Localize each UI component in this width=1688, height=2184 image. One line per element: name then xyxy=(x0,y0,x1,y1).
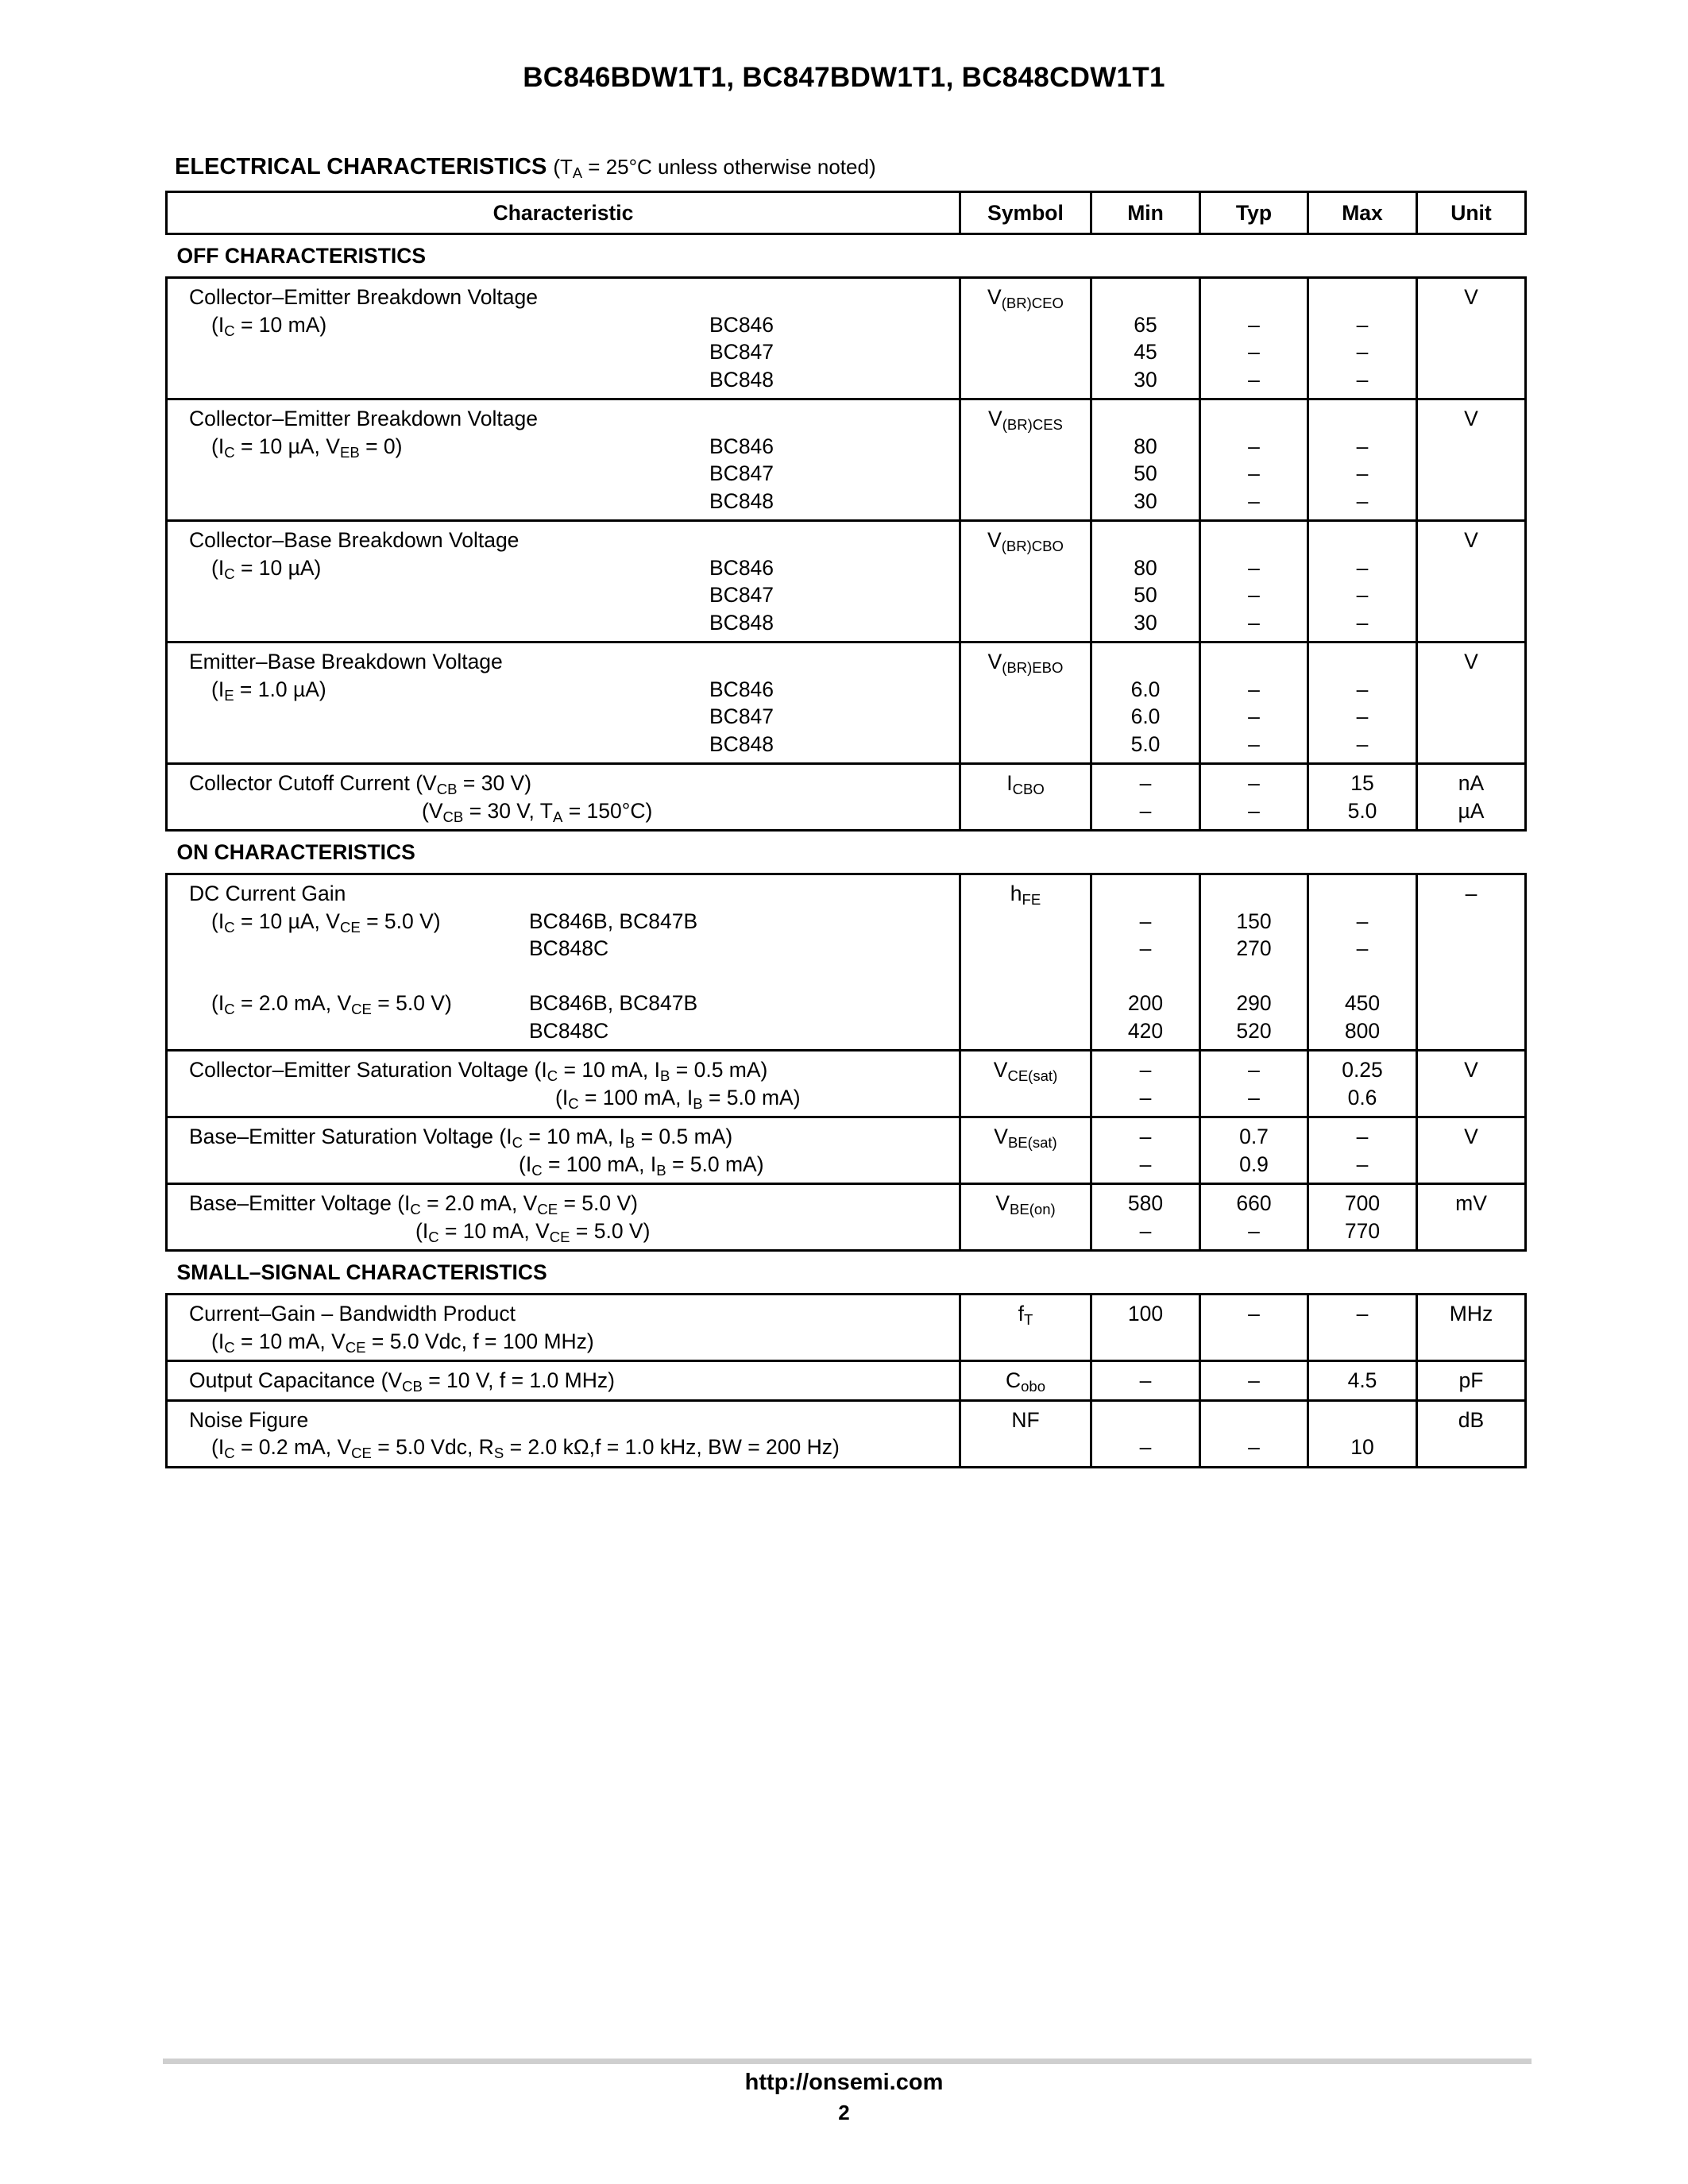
group-label: OFF CHARACTERISTICS xyxy=(176,243,427,268)
max-value: – xyxy=(1356,936,1369,960)
test-condition: ($I_C = 10$ µA, $V_{EB} = 0$) xyxy=(211,434,403,461)
characteristic-cell xyxy=(167,874,960,1051)
test-condition: ($I_C = 100$ mA, $I_B = 5.0$ mA) xyxy=(519,1152,764,1179)
characteristic-cell xyxy=(167,1184,960,1251)
max-value: 770 xyxy=(1344,1218,1381,1243)
characteristic-cell xyxy=(167,521,960,642)
table-row xyxy=(167,1117,1526,1184)
min-value: – xyxy=(1139,798,1152,823)
max-cell xyxy=(1308,874,1417,1051)
max-value: – xyxy=(1356,677,1369,701)
section-condition: ($T_A = 25^\circ C$ unless otherwise noted) xyxy=(553,155,876,182)
typ-value: – xyxy=(1248,434,1260,458)
unit-value: V xyxy=(1464,1125,1478,1148)
device-name: BC846B, BC847B xyxy=(529,991,698,1015)
max-value: – xyxy=(1356,312,1369,337)
characteristic-cell xyxy=(167,642,960,764)
typ-value: 660 xyxy=(1236,1191,1272,1215)
characteristic-name: Base–Emitter Saturation Voltage ($I_C = 10$ mA, $I_B = 0.5$ mA) xyxy=(189,1125,733,1152)
unit-value: V xyxy=(1464,407,1478,430)
characteristic-cell xyxy=(167,1400,960,1467)
device-name: BC848C xyxy=(529,936,609,960)
symbol: $V_{(BR)CEO}$ xyxy=(987,285,1064,312)
page-number: 2 xyxy=(838,2101,850,2124)
min-value: – xyxy=(1139,1125,1152,1148)
min-value: 6.0 xyxy=(1130,677,1161,701)
typ-cell xyxy=(1200,1184,1308,1251)
unit-value: – xyxy=(1465,882,1477,905)
unit-cell xyxy=(1417,278,1526,399)
characteristic-cell xyxy=(167,1051,960,1117)
typ-value: 270 xyxy=(1236,936,1272,960)
symbol-cell xyxy=(960,1051,1091,1117)
characteristic-cell xyxy=(167,1117,960,1184)
max-value: 0.25 xyxy=(1342,1058,1383,1082)
device-name: BC847 xyxy=(709,340,774,364)
unit-value: MHz xyxy=(1449,1302,1493,1325)
device-name: BC847 xyxy=(709,583,774,607)
typ-value: – xyxy=(1248,704,1260,728)
group-label: ON CHARACTERISTICS xyxy=(176,839,415,864)
typ-value: – xyxy=(1248,461,1260,485)
table-row xyxy=(167,521,1526,642)
typ-cell xyxy=(1200,1117,1308,1184)
characteristic-name: Base–Emitter Voltage ($I_C = 2.0$ mA, $V_{CE} = 5.0$ V) xyxy=(189,1191,639,1218)
symbol-cell xyxy=(960,1295,1091,1361)
device-name: BC847 xyxy=(709,461,774,485)
min-value: 100 xyxy=(1127,1302,1164,1325)
device-line xyxy=(189,609,959,637)
device-name: BC848 xyxy=(709,488,774,513)
symbol-cell xyxy=(960,278,1091,399)
unit-value: V xyxy=(1464,285,1478,309)
test-condition: ($I_C = 0.2$ mA, $V_{CE} = 5.0$ Vdc, $R_S = 2.0$ kΩ,f = 1.0 kHz, BW = 200 Hz) xyxy=(211,1435,840,1462)
min-cell xyxy=(1091,399,1200,521)
table-row xyxy=(167,278,1526,399)
symbol: $h_{FE}$ xyxy=(1010,882,1041,909)
min-value: 80 xyxy=(1134,555,1157,580)
min-value: 50 xyxy=(1134,461,1157,485)
max-value: – xyxy=(1356,367,1369,392)
max-value: 700 xyxy=(1344,1191,1381,1215)
device-name: BC848 xyxy=(709,731,774,756)
test-condition: ($I_C = 2.0$ mA, $V_{CE} = 5.0$ V) xyxy=(211,991,452,1018)
min-value: – xyxy=(1139,1085,1152,1109)
unit-cell xyxy=(1417,1184,1526,1251)
device-line xyxy=(189,908,959,936)
min-value: 200 xyxy=(1127,991,1164,1015)
max-value: – xyxy=(1356,461,1369,485)
device-name: BC846 xyxy=(709,434,774,458)
min-cell xyxy=(1091,1117,1200,1184)
min-value: – xyxy=(1139,1435,1152,1459)
typ-cell xyxy=(1200,1361,1308,1401)
unit-cell xyxy=(1417,874,1526,1051)
characteristic-cell xyxy=(167,1361,960,1401)
group-label: SMALL–SIGNAL CHARACTERISTICS xyxy=(176,1260,547,1284)
characteristic-name: DC Current Gain xyxy=(189,882,346,905)
min-value: 50 xyxy=(1134,583,1157,607)
symbol-cell xyxy=(960,874,1091,1051)
min-cell xyxy=(1091,1295,1200,1361)
typ-cell xyxy=(1200,278,1308,399)
max-value: – xyxy=(1356,1302,1369,1325)
max-value: 4.5 xyxy=(1347,1368,1377,1392)
unit-cell xyxy=(1417,642,1526,764)
group-row-off xyxy=(167,234,1526,278)
characteristic-name: Collector–Emitter Breakdown Voltage xyxy=(189,285,538,309)
typ-cell xyxy=(1200,1400,1308,1467)
unit-cell xyxy=(1417,399,1526,521)
min-value: – xyxy=(1139,936,1152,960)
test-condition: ($V_{CB} = 30$ V, $T_A = 150^\circ C$) xyxy=(422,798,653,825)
device-line xyxy=(189,703,959,731)
typ-value: 0.7 xyxy=(1239,1125,1269,1148)
typ-value: – xyxy=(1248,677,1260,701)
min-cell xyxy=(1091,521,1200,642)
typ-value: – xyxy=(1248,367,1260,392)
symbol: $I_{CBO}$ xyxy=(1006,771,1045,798)
unit-cell xyxy=(1417,1117,1526,1184)
device-line xyxy=(189,731,959,758)
max-cell xyxy=(1308,1295,1417,1361)
min-value: – xyxy=(1139,771,1152,795)
typ-value: 0.9 xyxy=(1239,1152,1269,1176)
section-title xyxy=(175,154,876,180)
max-value: – xyxy=(1356,610,1369,635)
symbol-cell xyxy=(960,1117,1091,1184)
min-value: 5.0 xyxy=(1130,731,1161,756)
table-header-row xyxy=(167,192,1526,234)
header-min: Min xyxy=(1091,192,1200,234)
max-cell xyxy=(1308,1400,1417,1467)
characteristic-cell xyxy=(167,764,960,831)
min-cell xyxy=(1091,764,1200,831)
typ-value: – xyxy=(1248,1058,1260,1082)
min-value: – xyxy=(1139,1058,1152,1082)
table-row xyxy=(167,642,1526,764)
characteristic-name: Collector–Emitter Saturation Voltage ($I_C = 10$ mA, $I_B = 0.5$ mA) xyxy=(189,1058,768,1085)
min-value: 30 xyxy=(1134,367,1157,392)
characteristic-cell xyxy=(167,1295,960,1361)
unit-cell xyxy=(1417,1361,1526,1401)
characteristic-name: Collector Cutoff Current ($V_{CB} = 30$ V) xyxy=(189,771,532,798)
header-unit: Unit xyxy=(1417,192,1526,234)
typ-value: 520 xyxy=(1236,1018,1272,1043)
symbol: $V_{CE(sat)}$ xyxy=(993,1058,1058,1085)
table-row xyxy=(167,874,1526,1051)
characteristic-name: Collector–Emitter Breakdown Voltage xyxy=(189,407,538,430)
min-value: – xyxy=(1139,909,1152,933)
typ-value: – xyxy=(1248,1085,1260,1109)
symbol-cell xyxy=(960,764,1091,831)
max-cell xyxy=(1308,521,1417,642)
symbol-cell xyxy=(960,642,1091,764)
device-line xyxy=(189,311,959,339)
device-line xyxy=(189,366,959,394)
min-value: 45 xyxy=(1134,340,1157,364)
typ-value: – xyxy=(1248,1368,1260,1392)
header-typ: Typ xyxy=(1200,192,1308,234)
symbol-cell xyxy=(960,399,1091,521)
device-name: BC846 xyxy=(709,555,774,580)
max-value: – xyxy=(1356,1152,1369,1176)
characteristic-name: Collector–Base Breakdown Voltage xyxy=(189,528,520,552)
device-name: BC846 xyxy=(709,677,774,701)
device-line xyxy=(189,935,959,963)
min-value: – xyxy=(1139,1368,1152,1392)
typ-cell xyxy=(1200,521,1308,642)
typ-cell xyxy=(1200,874,1308,1051)
device-line xyxy=(189,1017,959,1045)
max-value: 10 xyxy=(1350,1435,1374,1459)
characteristic-name: Noise Figure xyxy=(189,1407,309,1432)
max-cell xyxy=(1308,642,1417,764)
min-value: 580 xyxy=(1127,1191,1164,1215)
device-line xyxy=(189,990,959,1017)
unit-cell xyxy=(1417,1295,1526,1361)
characteristic-cell xyxy=(167,278,960,399)
max-cell xyxy=(1308,1361,1417,1401)
min-value: 30 xyxy=(1134,488,1157,513)
characteristic-name: Emitter–Base Breakdown Voltage xyxy=(189,650,503,673)
symbol: $V_{(BR)CBO}$ xyxy=(987,528,1064,555)
group-row-small-signal xyxy=(167,1251,1526,1295)
device-name: BC846B, BC847B xyxy=(529,909,698,933)
unit-cell xyxy=(1417,1400,1526,1467)
typ-cell xyxy=(1200,642,1308,764)
symbol: $V_{BE(sat)}$ xyxy=(994,1125,1057,1152)
min-value: 65 xyxy=(1134,312,1157,337)
max-value: – xyxy=(1356,434,1369,458)
header-characteristic: Characteristic xyxy=(167,192,960,234)
device-name: BC847 xyxy=(709,704,774,728)
unit-value: mV xyxy=(1455,1191,1487,1215)
max-value: 0.6 xyxy=(1347,1085,1377,1109)
table-row xyxy=(167,1295,1526,1361)
test-condition: ($I_C = 10$ mA, $V_{CE} = 5.0$ V) xyxy=(415,1218,651,1245)
min-cell xyxy=(1091,278,1200,399)
device-line xyxy=(189,676,959,704)
unit-value: dB xyxy=(1458,1407,1485,1432)
min-cell xyxy=(1091,1184,1200,1251)
typ-value: – xyxy=(1248,1302,1260,1325)
test-condition: ($I_C = 10$ mA, $V_{CE} = 5.0$ Vdc, f = 100 MHz) xyxy=(211,1329,594,1356)
symbol: $V_{(BR)EBO}$ xyxy=(987,650,1064,677)
min-value: – xyxy=(1139,1218,1152,1243)
table-row xyxy=(167,764,1526,831)
min-cell xyxy=(1091,1051,1200,1117)
max-cell xyxy=(1308,278,1417,399)
unit-value: V xyxy=(1464,528,1478,552)
max-value: – xyxy=(1356,555,1369,580)
typ-value: – xyxy=(1248,583,1260,607)
device-line xyxy=(189,460,959,488)
min-value: 420 xyxy=(1127,1018,1164,1043)
unit-cell xyxy=(1417,764,1526,831)
min-value: 30 xyxy=(1134,610,1157,635)
device-line xyxy=(189,433,959,461)
device-name: BC846 xyxy=(709,312,774,337)
typ-value: – xyxy=(1248,488,1260,513)
typ-value: – xyxy=(1248,771,1260,795)
min-cell xyxy=(1091,1400,1200,1467)
table-row xyxy=(167,1184,1526,1251)
unit-value: V xyxy=(1464,650,1478,673)
test-condition: ($I_C = 100$ mA, $I_B = 5.0$ mA) xyxy=(555,1085,801,1112)
table-row xyxy=(167,1361,1526,1401)
max-cell xyxy=(1308,764,1417,831)
max-cell xyxy=(1308,1184,1417,1251)
device-name: BC848C xyxy=(529,1018,609,1043)
typ-cell xyxy=(1200,1295,1308,1361)
typ-value: 290 xyxy=(1236,991,1272,1015)
unit-value: V xyxy=(1464,1058,1478,1082)
symbol: NF xyxy=(1011,1407,1040,1432)
device-line xyxy=(189,488,959,515)
typ-value: – xyxy=(1248,1435,1260,1459)
typ-value: – xyxy=(1248,340,1260,364)
device-line xyxy=(189,338,959,366)
characteristic-cell xyxy=(167,399,960,521)
max-value: – xyxy=(1356,704,1369,728)
footer-url[interactable]: http://onsemi.com xyxy=(744,2070,944,2095)
symbol: $V_{(BR)CES}$ xyxy=(988,407,1063,434)
test-condition: ($I_E = 1.0$ µA) xyxy=(211,677,326,704)
typ-value: – xyxy=(1248,555,1260,580)
min-cell xyxy=(1091,642,1200,764)
min-value: – xyxy=(1139,1152,1152,1176)
min-value: 80 xyxy=(1134,434,1157,458)
table-row xyxy=(167,1400,1526,1467)
unit-value: µA xyxy=(1458,798,1485,823)
max-value: – xyxy=(1356,583,1369,607)
symbol-cell xyxy=(960,1361,1091,1401)
max-value: 5.0 xyxy=(1347,798,1377,823)
max-value: 450 xyxy=(1344,991,1381,1015)
table-row xyxy=(167,1051,1526,1117)
min-cell xyxy=(1091,874,1200,1051)
typ-value: 150 xyxy=(1236,909,1272,933)
typ-value: – xyxy=(1248,731,1260,756)
test-condition: ($I_C = 10$ mA) xyxy=(211,312,327,339)
header-symbol: Symbol xyxy=(960,192,1091,234)
symbol: $f_T$ xyxy=(1018,1302,1033,1329)
max-value: – xyxy=(1356,1125,1369,1148)
footer-divider xyxy=(163,2059,1532,2064)
typ-value: – xyxy=(1248,1218,1260,1243)
unit-cell xyxy=(1417,521,1526,642)
document-title: BC846BDW1T1, BC847BDW1T1, BC848CDW1T1 xyxy=(523,62,1165,93)
typ-cell xyxy=(1200,399,1308,521)
max-cell xyxy=(1308,1051,1417,1117)
test-condition: ($I_C = 10$ µA) xyxy=(211,555,322,582)
characteristic-name: Output Capacitance ($V_{CB} = 10$ V, f = 1.0 MHz) xyxy=(189,1368,615,1395)
max-value: – xyxy=(1356,488,1369,513)
typ-cell xyxy=(1200,1051,1308,1117)
max-cell xyxy=(1308,1117,1417,1184)
characteristic-name: Current–Gain – Bandwidth Product xyxy=(189,1302,516,1325)
typ-value: – xyxy=(1248,312,1260,337)
group-row-on xyxy=(167,831,1526,874)
electrical-characteristics-table xyxy=(165,191,1527,1468)
max-cell xyxy=(1308,399,1417,521)
unit-value: pF xyxy=(1458,1368,1484,1392)
unit-value: nA xyxy=(1458,771,1485,795)
max-value: 800 xyxy=(1344,1018,1381,1043)
table-row xyxy=(167,399,1526,521)
symbol: $V_{BE(on)}$ xyxy=(995,1191,1056,1218)
max-value: – xyxy=(1356,340,1369,364)
device-name: BC848 xyxy=(709,367,774,392)
max-value: – xyxy=(1356,731,1369,756)
min-value: 6.0 xyxy=(1130,704,1161,728)
section-heading: ELECTRICAL CHARACTERISTICS xyxy=(175,154,547,179)
symbol-cell xyxy=(960,521,1091,642)
typ-cell xyxy=(1200,764,1308,831)
header-max: Max xyxy=(1308,192,1417,234)
device-name: BC848 xyxy=(709,610,774,635)
typ-value: – xyxy=(1248,798,1260,823)
unit-cell xyxy=(1417,1051,1526,1117)
test-condition: ($I_C = 10$ µA, $V_{CE} = 5.0$ V) xyxy=(211,909,441,936)
device-line xyxy=(189,554,959,582)
max-value: 15 xyxy=(1350,771,1374,795)
symbol-cell xyxy=(960,1400,1091,1467)
symbol-cell xyxy=(960,1184,1091,1251)
max-value: – xyxy=(1356,909,1369,933)
min-cell xyxy=(1091,1361,1200,1401)
device-line xyxy=(189,581,959,609)
symbol: $C_{obo}$ xyxy=(1005,1368,1046,1395)
typ-value: – xyxy=(1248,610,1260,635)
